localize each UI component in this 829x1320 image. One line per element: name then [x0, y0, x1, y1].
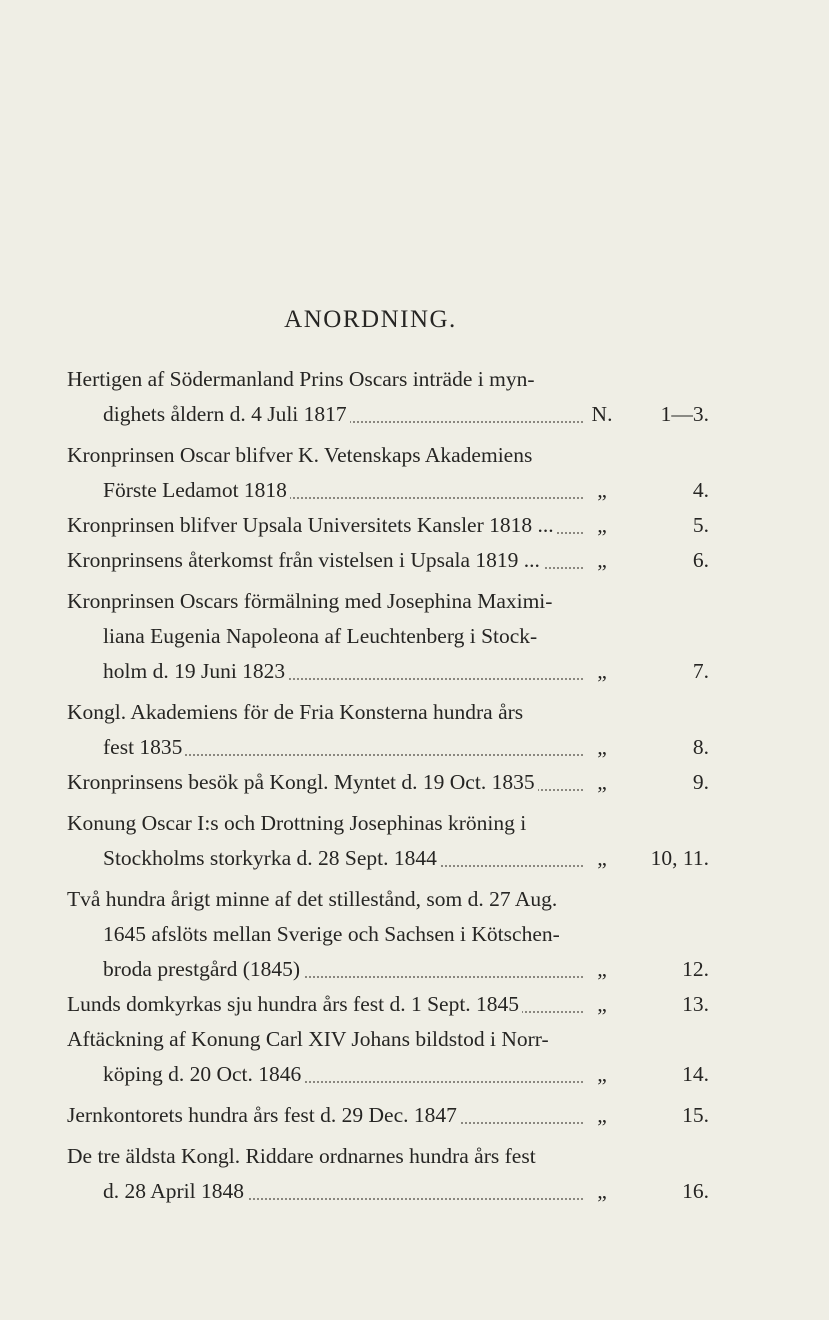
toc-entry-line [0, 543, 829, 578]
toc-number-prefix: „ [597, 846, 607, 870]
toc-entry [0, 543, 829, 578]
toc-entry-number: 5. [692, 513, 709, 537]
toc-entry-text: Jernkontorets hundra års fest d. 29 Dec. 1847 [67, 1098, 460, 1133]
toc-number-prefix: „ [597, 770, 607, 794]
toc-entry-text: Lunds domkyrkas sju hundra års fest d. 1 Sept. 1845 [67, 987, 522, 1022]
toc-entry [0, 806, 829, 876]
toc-entry [0, 1139, 829, 1209]
toc-entry-number: 10, 11. [650, 846, 709, 870]
toc-entry-text: Två hundra årigt minne af det stillestånd, som d. 27 Aug. [67, 887, 558, 911]
toc-entry-text: Kronprinsens besök på Kongl. Myntet d. 19 Oct. 1835 [67, 765, 538, 800]
toc-number-prefix: „ [597, 513, 607, 537]
toc-entry-text: Kronprinsen blifver Upsala Universitets Kansler 1818 ... [67, 508, 557, 543]
toc-entry [0, 1098, 829, 1133]
toc-entry-number: 8. [692, 735, 709, 759]
toc-entry [0, 695, 829, 765]
toc-entry-line [0, 508, 829, 543]
toc-entry-line [0, 1098, 829, 1133]
toc-number-prefix: „ [597, 957, 607, 981]
toc-entry-number: 7. [692, 659, 709, 683]
toc-entry-text: Kronprinsen Oscar blifver K. Vetenskaps Akademiens [67, 443, 533, 467]
toc-entry [0, 508, 829, 543]
toc-number-prefix: „ [597, 548, 607, 572]
toc-entry-number: 14. [682, 1062, 709, 1086]
toc-entry [0, 438, 829, 508]
toc-entry-line [0, 654, 829, 689]
toc-number-prefix: N. [591, 402, 613, 426]
toc-entry [0, 584, 829, 689]
toc-entry-text: Förste Ledamot 1818 [103, 473, 290, 508]
toc-entry-text: d. 28 April 1848 [103, 1174, 247, 1209]
toc-entry-line [0, 362, 829, 397]
toc-entry-text: Kronprinsens återkomst från vistelsen i Upsala 1819 ... [67, 543, 543, 578]
toc-entry-line [0, 806, 829, 841]
toc-entry-line [0, 765, 829, 800]
toc-entry-text: köping d. 20 Oct. 1846 [103, 1057, 304, 1092]
toc-entry [0, 362, 829, 432]
toc-entry-text: holm d. 19 Juni 1823 [103, 654, 288, 689]
toc-entry-text: Kongl. Akademiens för de Fria Konsterna hundra års [67, 700, 524, 724]
toc-entry [0, 1022, 829, 1092]
toc-entry-text: Kronprinsen Oscars förmälning med Josephina Maximi- [67, 589, 553, 613]
toc-entry-line [0, 473, 829, 508]
toc-entry [0, 987, 829, 1022]
toc-entry-line [0, 1022, 829, 1057]
toc-entry-text: dighets åldern d. 4 Juli 1817 [103, 397, 350, 432]
toc-entry-text: Aftäckning af Konung Carl XIV Johans bildstod i Norr- [67, 1027, 549, 1051]
toc-entry-number: 1—3. [660, 402, 709, 426]
toc-number-prefix: „ [597, 659, 607, 683]
toc-entry-number: 16. [682, 1179, 709, 1203]
toc-entry-line [0, 619, 829, 654]
toc-entry-number: 6. [692, 548, 709, 572]
page-title: ANORDNING. [284, 306, 457, 333]
toc-entry-line [0, 730, 829, 765]
toc-entry [0, 765, 829, 800]
toc-entry-number: 13. [682, 992, 709, 1016]
toc-entry-text: broda prestgård (1845) [103, 952, 303, 987]
toc-entry-line [0, 438, 829, 473]
toc-entry-text: fest 1835 [103, 730, 185, 765]
table-of-contents [0, 362, 829, 1209]
toc-number-prefix: „ [597, 992, 607, 1016]
toc-entry-text: liana Eugenia Napoleona af Leuchtenberg i Stock- [103, 624, 538, 648]
toc-entry-line [0, 695, 829, 730]
toc-number-prefix: „ [597, 478, 607, 502]
toc-entry-number: 15. [682, 1103, 709, 1127]
toc-entry-text: Hertigen af Södermanland Prins Oscars inträde i myn- [67, 367, 535, 391]
toc-entry-line [0, 397, 829, 432]
toc-entry-line [0, 882, 829, 917]
toc-entry [0, 882, 829, 987]
toc-entry-number: 9. [692, 770, 709, 794]
toc-entry-text: Stockholms storkyrka d. 28 Sept. 1844 [103, 841, 440, 876]
toc-number-prefix: „ [597, 1062, 607, 1086]
toc-entry-number: 12. [682, 957, 709, 981]
toc-entry-number: 4. [692, 478, 709, 502]
toc-entry-line [0, 584, 829, 619]
toc-entry-line [0, 987, 829, 1022]
toc-entry-line [0, 917, 829, 952]
toc-entry-text: 1645 afslöts mellan Sverige och Sachsen i Kötschen- [103, 922, 560, 946]
toc-entry-line [0, 952, 829, 987]
toc-entry-line [0, 1139, 829, 1174]
toc-entry-line [0, 841, 829, 876]
toc-entry-line [0, 1174, 829, 1209]
toc-number-prefix: „ [597, 735, 607, 759]
toc-number-prefix: „ [597, 1179, 607, 1203]
toc-entry-line [0, 1057, 829, 1092]
toc-entry-text: De tre äldsta Kongl. Riddare ordnarnes hundra års fest [67, 1144, 536, 1168]
toc-entry-text: Konung Oscar I:s och Drottning Josephinas kröning i [67, 811, 527, 835]
toc-number-prefix: „ [597, 1103, 607, 1127]
